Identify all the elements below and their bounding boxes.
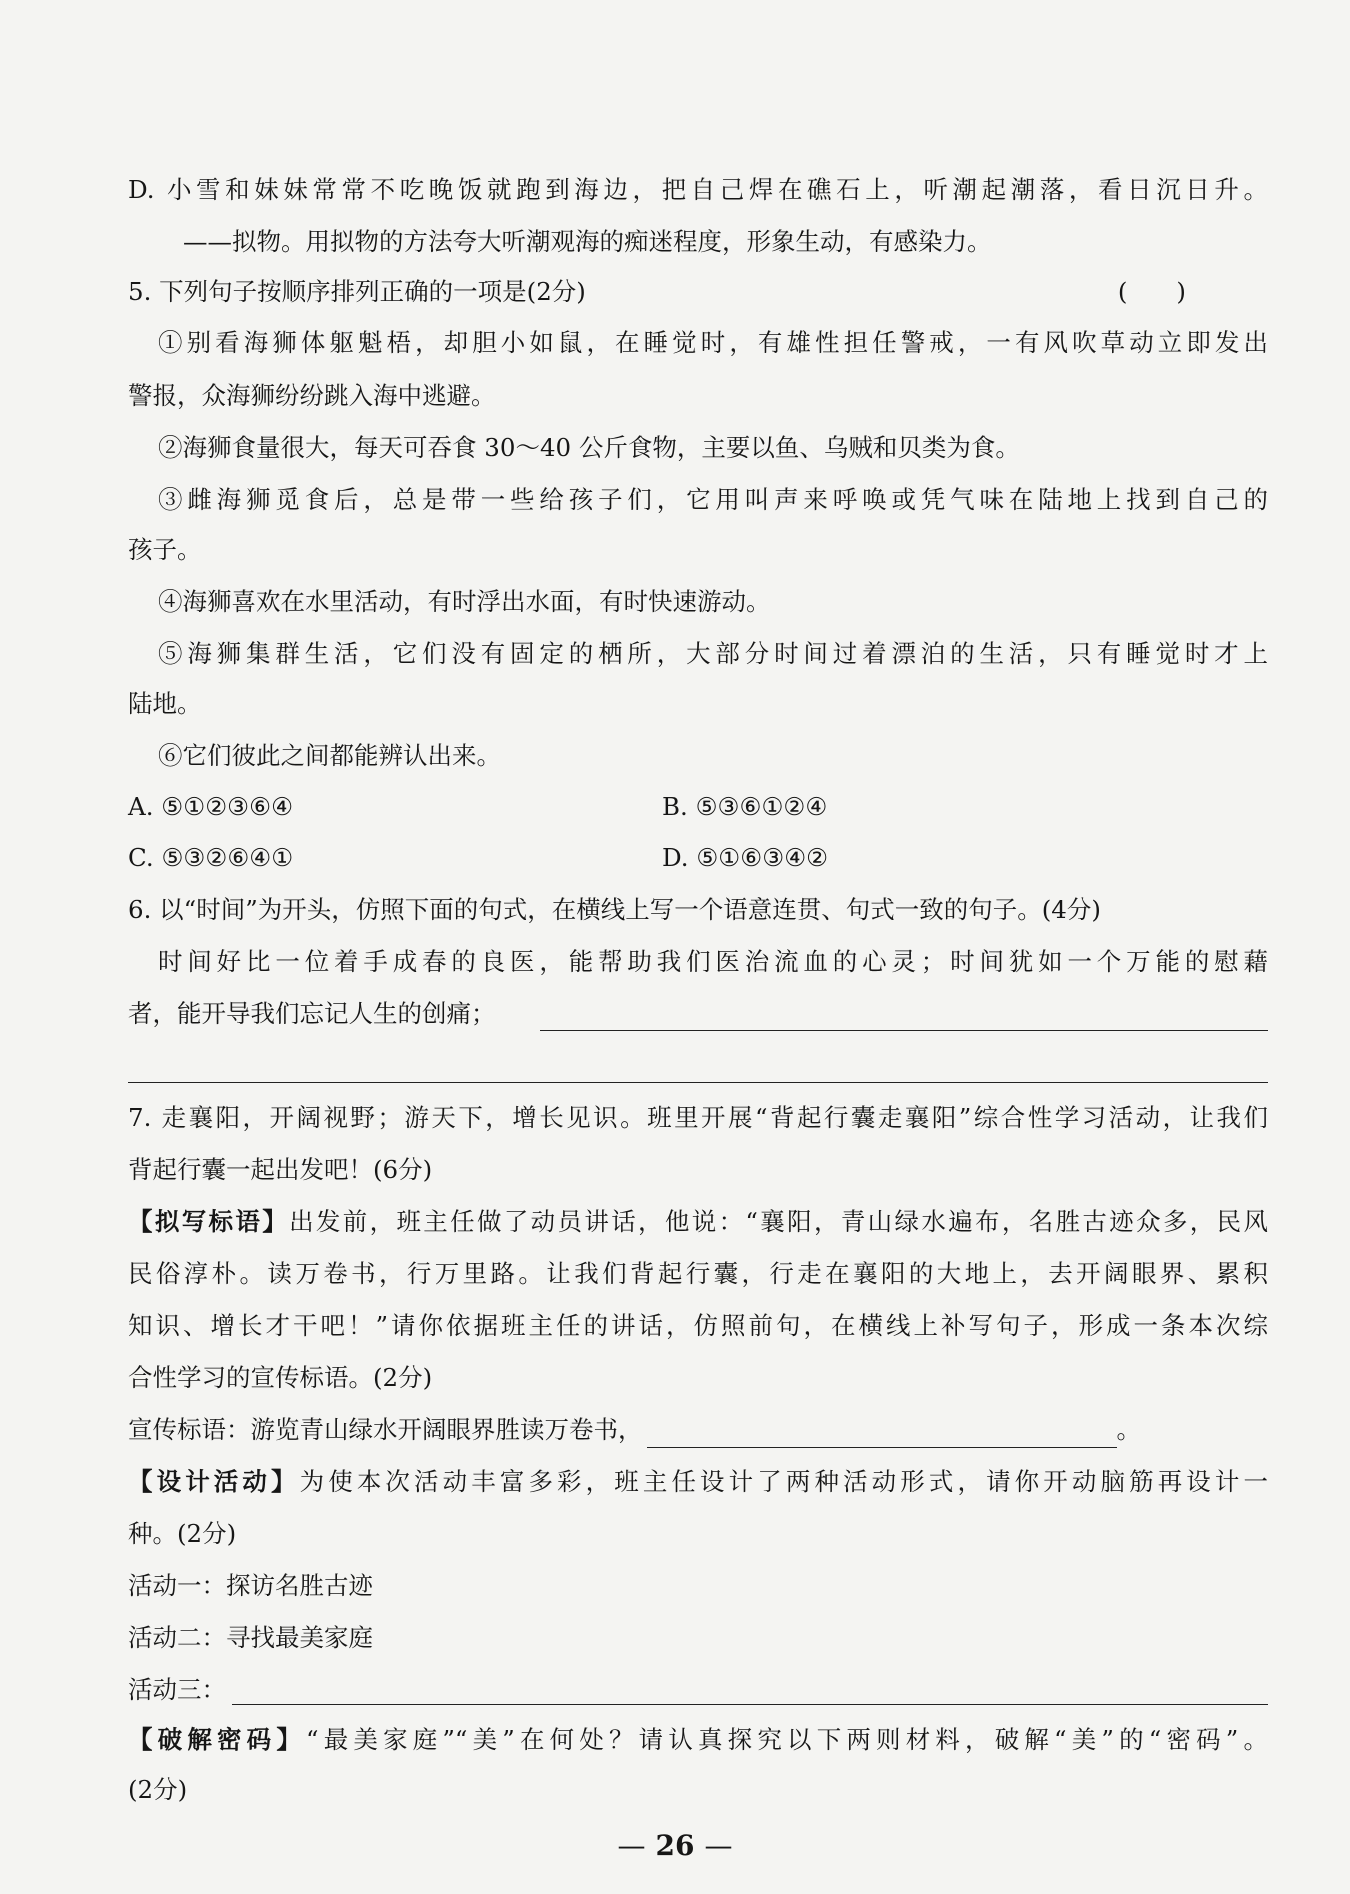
q5-stem	[128, 274, 1268, 310]
decode-section-tag: 【破解密码】	[128, 1725, 307, 1754]
activity-three-answer-line[interactable]	[232, 1704, 1268, 1705]
q6-example-cont-text: 者，能开导我们忘记人生的创痛；	[128, 999, 496, 1028]
q5-sentence-5-cont: 陆地。	[128, 689, 202, 718]
q7-decode-paragraph	[128, 1722, 1268, 1758]
design-text-1: 为使本次活动丰富多彩，班主任设计了两种活动形式，请你开动脑筋再设计一	[299, 1467, 1269, 1496]
q7-stem-cont: 背起行囊一起出发吧！(6分)	[128, 1155, 433, 1184]
slogan-text-2: 民俗淳朴。读万卷书，行万里路。让我们背起行囊，行走在襄阳的大地上，去开阔眼界、累积	[128, 1259, 1268, 1288]
q5-sentence-2: ②海狮食量很大，每天可吞食 30～40 公斤食物，主要以鱼、乌贼和贝类为食。	[158, 433, 1020, 462]
q6-answer-line-1[interactable]	[540, 1030, 1268, 1031]
page-number: 26	[655, 1829, 695, 1862]
slogan-prompt-row	[128, 1412, 1268, 1448]
design-text-2: 种。(2分)	[128, 1519, 237, 1548]
q5-option-b[interactable]: B. ⑤③⑥①②④	[662, 792, 828, 821]
q5-option-d[interactable]: D. ⑤①⑥③④②	[662, 843, 829, 872]
q6-stem: 6. 以“时间”为开头，仿照下面的句式，在横线上写一个语意连贯、句式一致的句子。(4分)	[128, 895, 1101, 924]
page-number-footer	[0, 1826, 1350, 1866]
q6-answer-line-2[interactable]	[128, 1082, 1268, 1083]
slogan-text-3: 知识、增长才干吧！”请你依据班主任的讲话，仿照前句，在横线上补写句子，形成一条本次综	[128, 1311, 1268, 1340]
q7-slogan-paragraph	[128, 1204, 1268, 1240]
slogan-section-tag: 【拟写标语】	[128, 1207, 290, 1236]
q5-sentence-4: ④海狮喜欢在水里活动，有时浮出水面，有时快速游动。	[158, 587, 771, 616]
q5-option-c[interactable]: C. ⑤③②⑥④①	[128, 843, 294, 872]
q7-stem: 7. 走襄阳，开阔视野；游天下，增长见识。班里开展“背起行囊走襄阳”综合性学习活动，让我们	[128, 1103, 1268, 1132]
slogan-text-4: 合性学习的宣传标语。(2分)	[128, 1363, 433, 1392]
q6-example: 时间好比一位着手成春的良医，能帮助我们医治流血的心灵；时间犹如一个万能的慰藉	[158, 947, 1268, 976]
q6-example-cont	[128, 996, 1268, 1032]
q5-sentence-1-cont: 警报，众海狮纷纷跳入海中逃避。	[128, 381, 496, 410]
q5-sentence-3-cont: 孩子。	[128, 535, 202, 564]
q5-sentence-6: ⑥它们彼此之间都能辨认出来。	[158, 741, 501, 770]
activity-three-label: 活动三：	[128, 1675, 226, 1704]
design-section-tag: 【设计活动】	[128, 1467, 300, 1496]
q5-answer-paren[interactable]: ( )	[1117, 277, 1186, 306]
q7-design-paragraph	[128, 1464, 1268, 1500]
q5-sentence-1: ①别看海狮体躯魁梧，却胆小如鼠，在睡觉时，有雄性担任警戒，一有风吹草动立即发出	[158, 328, 1268, 357]
q5-stem-text: 5. 下列句子按顺序排列正确的一项是(2分)	[128, 277, 586, 306]
slogan-prompt: 宣传标语：游览青山绿水开阔眼界胜读万卷书，	[128, 1415, 643, 1444]
activity-one: 活动一：探访名胜古迹	[128, 1571, 373, 1600]
activity-three-row	[128, 1672, 1268, 1708]
footer-dash-left: —	[617, 1829, 646, 1862]
q5-sentence-5: ⑤海狮集群生活，它们没有固定的栖所，大部分时间过着漂泊的生活，只有睡觉时才上	[158, 639, 1268, 668]
footer-dash-right: —	[704, 1829, 733, 1862]
q5-sentence-3: ③雌海狮觅食后，总是带一些给孩子们，它用叫声来呼唤或凭气味在陆地上找到自己的	[158, 485, 1268, 514]
q5-option-a[interactable]: A. ⑤①②③⑥④	[128, 792, 294, 821]
q4-option-d: D. 小雪和妹妹常常不吃晚饭就跑到海边，把自己焊在礁石上，听潮起潮落，看日沉日升。	[128, 175, 1268, 204]
slogan-end-mark: 。	[1116, 1415, 1141, 1444]
activity-two: 活动二：寻找最美家庭	[128, 1623, 373, 1652]
slogan-text-1: 出发前，班主任做了动员讲话，他说：“襄阳，青山绿水遍布，名胜古迹众多，民风	[289, 1207, 1269, 1236]
q4-option-d-note: ——拟物。用拟物的方法夸大听潮观海的痴迷程度，形象生动，有感染力。	[183, 227, 992, 256]
slogan-answer-line[interactable]	[647, 1417, 1117, 1448]
decode-text-1: “最美家庭”“美”在何处？请认真探究以下两则材料，破解“美”的“密码”。	[306, 1725, 1269, 1754]
decode-text-2: (2分)	[128, 1775, 188, 1804]
